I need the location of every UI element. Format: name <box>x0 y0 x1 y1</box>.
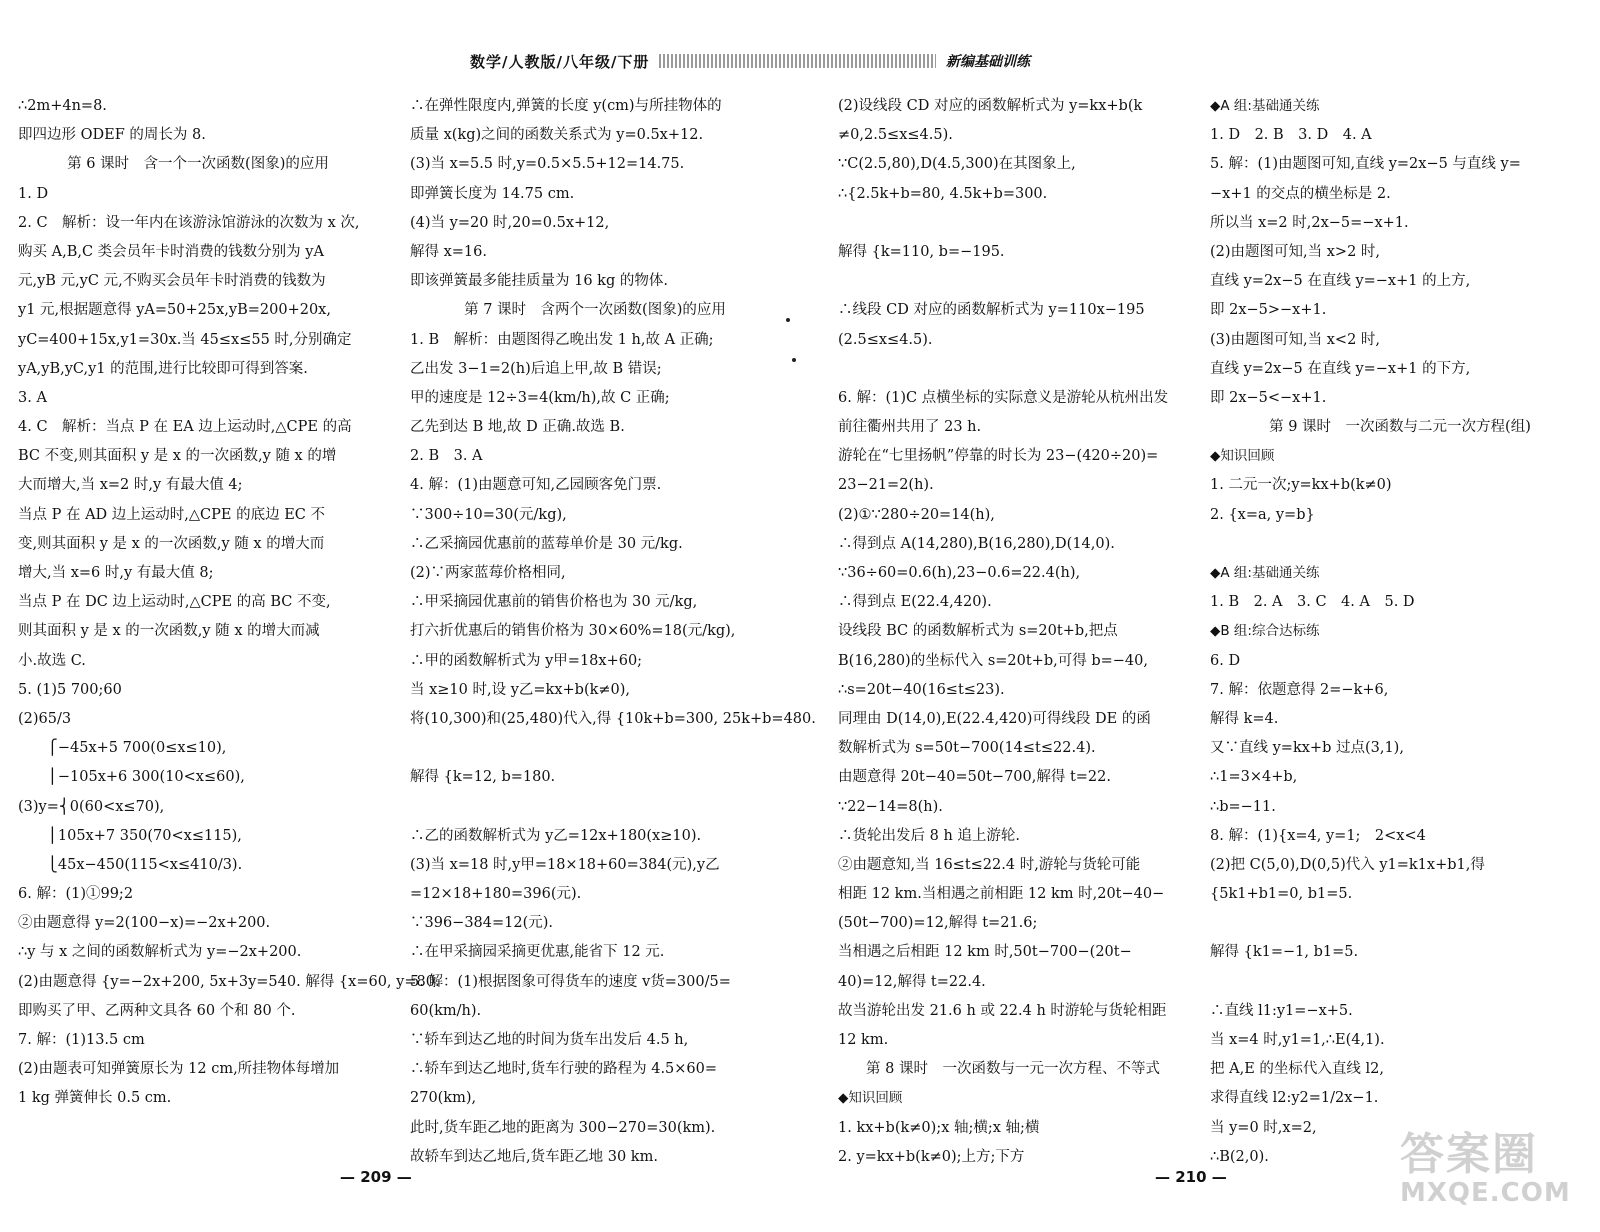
section-heading: ◆A 组:基础通关练 <box>1210 565 1320 581</box>
text-line: {5k1+b1=0, b1=5. <box>1210 886 1353 903</box>
section-heading: ◆知识回顾 <box>838 1090 903 1107</box>
text-line: 设线段 BC 的函数解析式为 s=20t+b,把点 <box>838 623 1118 640</box>
text-line: ∵22−14=8(h). <box>838 798 943 815</box>
text-line: ∵300÷10=30(元/kg), <box>410 506 567 523</box>
text-line: 8. 解：(1){x=4, y=1; 2<x<4 <box>1210 827 1426 844</box>
text-line: ∵C(2.5,80),D(4.5,300)在其图象上, <box>838 156 1076 173</box>
text-line <box>838 355 1188 384</box>
text-line: ∴b=−11. <box>1210 798 1276 815</box>
text-line: (2)∵两家蓝莓价格相同, <box>410 565 566 581</box>
text-line: (3)y=⎨0(60<x≤70), <box>18 798 165 815</box>
text-line: 即该弹簧最多能挂质量为 16 kg 的物体. <box>410 273 668 290</box>
text-line: 解得 x=16. <box>410 243 487 260</box>
text-line: (2)由题图可知,当 x>2 时, <box>1210 243 1381 260</box>
section-heading: ◆B 组:综合达标练 <box>1210 623 1320 640</box>
text-line: ∴2m+4n=8. <box>18 98 107 114</box>
text-line: 大而增大,当 x=2 时,y 有最大值 4; <box>18 477 243 494</box>
text-line: 即 2x−5>−x+1. <box>1210 302 1327 319</box>
text-line: 1. 二元一次;y=kx+b(k≠0) <box>1210 477 1392 494</box>
text-line: 即购买了甲、乙两种文具各 60 个和 80 个. <box>18 1002 296 1019</box>
lesson-heading: 第 8 课时 一次函数与一元一次方程、不等式 <box>866 1061 1160 1078</box>
text-line: (3)由题图可知,当 x<2 时, <box>1210 331 1381 348</box>
column-2 <box>410 92 816 1172</box>
text-line <box>1210 909 1590 938</box>
text-line: (2)设线段 CD 对应的函数解析式为 y=kx+b(k <box>838 98 1143 114</box>
text-line: B(16,280)的坐标代入 s=20t+b,可得 b=−40, <box>838 652 1148 669</box>
text-line: 1 kg 弹簧伸长 0.5 cm. <box>18 1090 172 1107</box>
text-line: (2.5≤x≤4.5). <box>838 331 933 348</box>
text-line: 1. D 2. B 3. D 4. A <box>1210 127 1372 144</box>
book-title: 数学/人教版/八年级/下册 <box>470 52 650 71</box>
text-line: 故轿车到达乙地后,货车距乙地 30 km. <box>410 1148 658 1165</box>
text-line: ∴乙采摘园优惠前的蓝莓单价是 30 元/kg. <box>410 535 683 552</box>
text-line: ∴甲的函数解析式为 y甲=18x+60; <box>410 652 643 669</box>
text-line: (3)当 x=5.5 时,y=0.5×5.5+12=14.75. <box>410 156 685 173</box>
text-line: ∴得到点 E(22.4,420). <box>838 594 992 611</box>
text-line: 即弹簧长度为 14.75 cm. <box>410 185 575 202</box>
text-line: 1. D <box>18 185 49 202</box>
text-line: yA,yB,yC,y1 的范围,进行比较即可得到答案. <box>18 360 308 377</box>
text-line: 6. D <box>1210 652 1241 669</box>
text-line: 质量 x(kg)之间的函数关系式为 y=0.5x+12. <box>410 127 704 144</box>
text-line: 6. 解：(1)C 点横坐标的实际意义是游轮从杭州出发 <box>838 389 1169 406</box>
text-line: 当 y=0 时,x=2, <box>1210 1119 1317 1136</box>
text-line: ∴线段 CD 对应的函数解析式为 y=110x−195 <box>838 302 1145 319</box>
text-line: 7. 解：依题意得 2=−k+6, <box>1210 681 1389 698</box>
print-speck <box>792 358 796 362</box>
text-line: 相距 12 km.当相遇之前相距 12 km 时,20t−40− <box>838 886 1165 903</box>
text-line: 解得 k=4. <box>1210 710 1279 727</box>
text-line: 270(km), <box>410 1090 477 1107</box>
page-number-right: — 210 — <box>1155 1168 1227 1186</box>
text-line: 2. y=kx+b(k≠0);上方;下方 <box>838 1148 1025 1165</box>
text-line: 元,yB 元,yC 元,不购买会员年卡时消费的钱数为 <box>18 273 326 290</box>
text-line: 乙出发 3−1=2(h)后追上甲,故 B 错误; <box>410 360 662 377</box>
text-line: 即四边形 ODEF 的周长为 8. <box>18 127 206 144</box>
text-line: ∴甲采摘园优惠前的销售价格也为 30 元/kg, <box>410 594 698 611</box>
text-line: ∴乙的函数解析式为 y乙=12x+180(x≥10). <box>410 827 702 844</box>
text-line: 前往衢州共用了 23 h. <box>838 419 982 436</box>
column-1 <box>18 92 440 1114</box>
text-line: ∵36÷60=0.6(h),23−0.6=22.4(h), <box>838 565 1081 581</box>
text-line: yC=400+15x,y1=30x.当 45≤x≤55 时,分别确定 <box>18 331 352 348</box>
text-line: (2)由题意得 {y=−2x+200, 5x+3y=540. 解得 {x=60, y=80. <box>18 973 440 990</box>
text-line: =12×18+180=396(元). <box>410 886 582 903</box>
text-line: 4. 解：(1)由题意可知,乙园顾客免门票. <box>410 477 662 494</box>
text-line: 2. C 解析：设一年内在该游泳馆游泳的次数为 x 次, <box>18 214 360 231</box>
text-line: 当 x=4 时,y1=1,∴E(4,1). <box>1210 1032 1385 1048</box>
text-line: ②由题意得 y=2(100−x)=−2x+200. <box>18 915 271 932</box>
text-line: 6. 解：(1)①99;2 <box>18 886 134 903</box>
text-line: 60(km/h). <box>410 1002 482 1019</box>
text-line: 小.故选 C. <box>18 652 86 669</box>
text-line: 则其面积 y 是 x 的一次函数,y 随 x 的增大而减 <box>18 623 320 640</box>
text-line: 当 x≥10 时,设 y乙=kx+b(k≠0), <box>410 681 631 698</box>
text-line: 直线 y=2x−5 在直线 y=−x+1 的上方, <box>1210 273 1471 290</box>
text-line: ②由题意知,当 16≤t≤22.4 时,游轮与货轮可能 <box>838 856 1141 873</box>
text-line: (4)当 y=20 时,20=0.5x+12, <box>410 214 610 231</box>
text-line: (3)当 x=18 时,y甲=18×18+60=384(元),y乙 <box>410 856 720 873</box>
text-line: ⎧−45x+5 700(0≤x≤10), <box>18 740 227 757</box>
text-line <box>410 793 780 822</box>
text-line: 4. C 解析：当点 P 在 EA 边上运动时,△CPE 的高 <box>18 419 352 436</box>
page-header <box>470 50 1030 72</box>
header-decoration <box>659 54 936 68</box>
text-line: 将(10,300)和(25,480)代入,得 {10k+b=300, 25k+b=480. <box>410 710 816 727</box>
text-line: 当相遇之后相距 12 km 时,50t−700−(20t− <box>838 944 1132 961</box>
column-4 <box>1210 92 1590 1172</box>
text-line: 游轮在“七里扬帆”停靠的时长为 23−(420÷20)= <box>838 448 1159 465</box>
text-line: 解得 {k1=−1, b1=5. <box>1210 944 1359 961</box>
text-line: ∴轿车到达乙地时,货车行驶的路程为 4.5×60= <box>410 1061 718 1078</box>
text-line: 5. 解：(1)由题图可知,直线 y=2x−5 与直线 y= <box>1210 156 1521 173</box>
text-line <box>1210 968 1590 997</box>
text-line: ∴{2.5k+b=80, 4.5k+b=300. <box>838 185 1048 202</box>
text-line: 23−21=2(h). <box>838 477 934 494</box>
text-line: 求得直线 l2:y2=1/2x−1. <box>1210 1090 1379 1107</box>
text-line: 1. B 解析：由题图得乙晚出发 1 h,故 A 正确; <box>410 331 714 348</box>
text-line: 把 A,E 的坐标代入直线 l2, <box>1210 1061 1384 1078</box>
text-line <box>838 267 1188 296</box>
lesson-heading: 第 6 课时 含一个一次函数(图象)的应用 <box>67 156 329 173</box>
text-line <box>1210 530 1590 559</box>
text-line: 又∵直线 y=kx+b 过点(3,1), <box>1210 740 1404 757</box>
text-line: 直线 y=2x−5 在直线 y=−x+1 的下方, <box>1210 360 1471 377</box>
text-line: 2. {x=a, y=b} <box>1210 506 1315 523</box>
text-line: 解得 {k=110, b=−195. <box>838 243 1005 260</box>
section-heading: ◆知识回顾 <box>1210 448 1275 465</box>
text-line: ∵396−384=12(元). <box>410 915 554 932</box>
lesson-heading: 第 7 课时 含两个一次函数(图象)的应用 <box>464 302 726 319</box>
text-line: 12 km. <box>838 1032 889 1048</box>
watermark-url: MXQE.COM <box>1400 1178 1571 1208</box>
text-line: 5. (1)5 700;60 <box>18 681 122 698</box>
text-line: 2. B 3. A <box>410 448 483 465</box>
text-line: 数解析式为 s=50t−700(14≤t≤22.4). <box>838 740 1096 757</box>
lesson-heading: 第 9 课时 一次函数与二元一次方程(组) <box>1269 419 1531 436</box>
text-line: ∴得到点 A(14,280),B(16,280),D(14,0). <box>838 535 1115 552</box>
text-line: ∴直线 l1:y1=−x+5. <box>1210 1002 1353 1019</box>
text-line: 7. 解：(1)13.5 cm <box>18 1032 145 1048</box>
text-line: (2)65/3 <box>18 710 72 727</box>
text-line: 5. 解：(1)根据图象可得货车的速度 v货=300/5= <box>410 973 731 990</box>
print-speck <box>786 318 790 322</box>
text-line: ∴在弹性限度内,弹簧的长度 y(cm)与所挂物体的 <box>410 98 722 114</box>
text-line: 3. A <box>18 389 47 406</box>
text-line: (2)把 C(5,0),D(0,5)代入 y1=k1x+b1,得 <box>1210 856 1485 873</box>
text-line: ∴1=3×4+b, <box>1210 769 1298 786</box>
text-line: ∵轿车到达乙地的时间为货车出发后 4.5 h, <box>410 1032 689 1048</box>
text-line: 1. kx+b(k≠0);x 轴;横;x 轴;横 <box>838 1119 1040 1136</box>
text-line <box>410 734 780 763</box>
column-3 <box>838 92 1188 1172</box>
text-line: 增大,当 x=6 时,y 有最大值 8; <box>18 565 214 581</box>
text-line: (2)由题表可知弹簧原长为 12 cm,所挂物体每增加 <box>18 1061 340 1078</box>
text-line: 同理由 D(14,0),E(22.4,420)可得线段 DE 的函 <box>838 710 1151 727</box>
series-brand: 新编基础训练 <box>946 54 1030 70</box>
text-line: ∴B(2,0). <box>1210 1148 1269 1165</box>
text-line: 打六折优惠后的销售价格为 30×60%=18(元/kg), <box>410 623 736 640</box>
text-line: 由题意得 20t−40=50t−700,解得 t=22. <box>838 769 1111 786</box>
text-line: 1. B 2. A 3. C 4. A 5. D <box>1210 594 1415 611</box>
text-line: ∴在甲采摘园采摘更优惠,能省下 12 元. <box>410 944 665 961</box>
text-line: 当点 P 在 DC 边上运动时,△CPE 的高 BC 不变, <box>18 594 331 611</box>
text-line: (50t−700)=12,解得 t=21.6; <box>838 915 1038 932</box>
text-line: ∴货轮出发后 8 h 追上游轮. <box>838 827 1020 844</box>
text-line: BC 不变,则其面积 y 是 x 的一次函数,y 随 x 的增 <box>18 448 337 465</box>
text-line: y1 元,根据题意得 yA=50+25x,yB=200+20x, <box>18 302 331 319</box>
text-line: ⎪−105x+6 300(10<x≤60), <box>18 769 245 786</box>
text-line: ⎩45x−450(115<x≤410/3). <box>18 856 243 873</box>
text-line: 购买 A,B,C 类会员年卡时消费的钱数分别为 yA <box>18 243 324 260</box>
section-heading: ◆A 组:基础通关练 <box>1210 98 1320 114</box>
watermark-text: 答案圈 <box>1400 1129 1538 1180</box>
text-line: ≠0,2.5≤x≤4.5). <box>838 127 953 144</box>
text-line: 40)=12,解得 t=22.4. <box>838 973 986 990</box>
text-line: 解得 {k=12, b=180. <box>410 769 556 786</box>
text-line <box>838 209 1188 238</box>
text-line: 故当游轮出发 21.6 h 或 22.4 h 时游轮与货轮相距 <box>838 1002 1167 1019</box>
text-line: 所以当 x=2 时,2x−5=−x+1. <box>1210 214 1409 231</box>
text-line: ∴y 与 x 之间的函数解析式为 y=−2x+200. <box>18 944 302 961</box>
text-line: 变,则其面积 y 是 x 的一次函数,y 随 x 的增大而 <box>18 535 325 552</box>
text-line: 当点 P 在 AD 边上运动时,△CPE 的底边 EC 不 <box>18 506 325 523</box>
page-number-left: — 209 — <box>340 1168 412 1186</box>
text-line: (2)①∵280÷20=14(h), <box>838 506 995 523</box>
text-line: 即 2x−5<−x+1. <box>1210 389 1327 406</box>
text-line: 此时,货车距乙地的距离为 300−270=30(km). <box>410 1119 716 1136</box>
text-line: 乙先到达 B 地,故 D 正确.故选 B. <box>410 419 625 436</box>
text-line: ⎪105x+7 350(70<x≤115), <box>18 827 242 844</box>
text-line: 甲的速度是 12÷3=4(km/h),故 C 正确; <box>410 389 670 406</box>
watermark-logo <box>1400 1118 1585 1218</box>
text-line: ∴s=20t−40(16≤t≤23). <box>838 681 1005 698</box>
text-line: −x+1 的交点的横坐标是 2. <box>1210 185 1391 202</box>
